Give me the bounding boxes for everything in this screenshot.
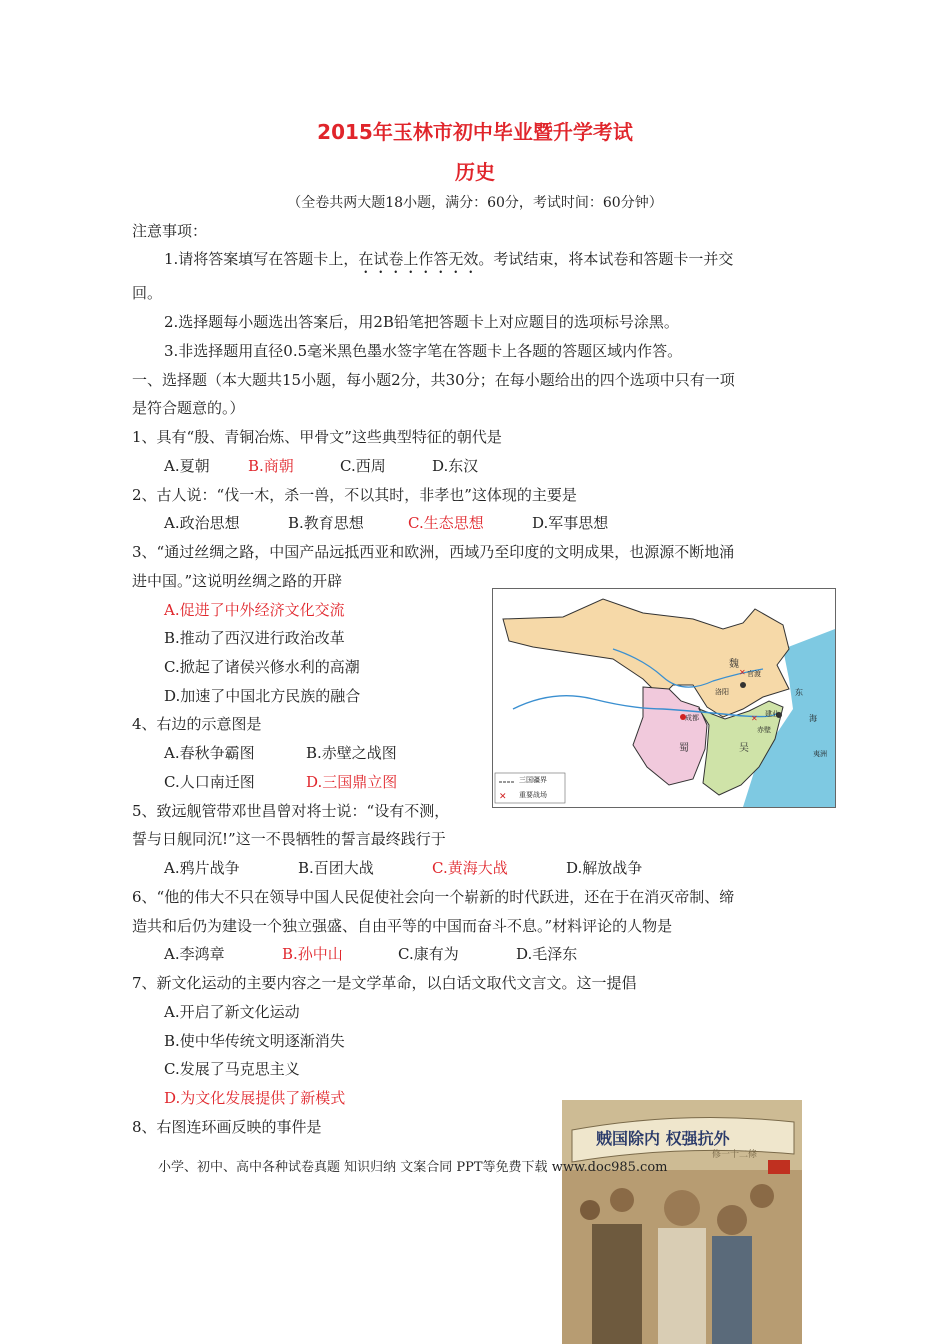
- question-5-stem-cont: 誓与日舰同沉!”这一不畏牺牲的誓言最终践行于: [132, 830, 446, 848]
- footer-watermark: 小学、初中、高中各种试卷真题 知识归纳 文案合同 PPT等免费下载 www.doc985.com: [158, 1160, 668, 1175]
- label-guandu: 官渡: [747, 670, 761, 678]
- note-1: [164, 248, 733, 277]
- q4-option-d: D.三国鼎立图: [306, 773, 398, 791]
- luoyang-marker: [740, 682, 746, 688]
- q2-option-a: A.政治思想: [164, 514, 240, 532]
- label-east: 东: [795, 688, 803, 697]
- q1-option-d: D.东汉: [432, 457, 479, 475]
- q3-option-d: D.加速了中国北方民族的融合: [164, 687, 361, 705]
- comic-illustration: [562, 1100, 802, 1344]
- label-shu: 蜀: [679, 743, 689, 754]
- battle-guandu-marker: ✕: [739, 668, 746, 677]
- label-luoyang: 洛阳: [715, 688, 729, 696]
- question-4-stem: 4、右边的示意图是: [132, 715, 262, 733]
- red-flag: [768, 1160, 790, 1174]
- central-figure-head: [664, 1190, 700, 1226]
- q3-option-b: B.推动了西汉进行政治改革: [164, 629, 345, 647]
- label-wu: 吴: [739, 743, 749, 754]
- note-1-part-c: 。考试结束，将本试卷和答题卡一并交: [478, 250, 734, 268]
- q4-option-a: A.春秋争霸图: [164, 744, 255, 762]
- q7-option-d: D.为文化发展提供了新模式: [164, 1089, 346, 1107]
- section-1-heading: 一、选择题（本大题共15小题，每小题2分，共30分；在每小题给出的四个选项中只有一项: [132, 371, 735, 389]
- question-3-stem: 3、“通过丝绸之路，中国产品远抵西亚和欧洲，西域乃至印度的文明成果，也源源不断地涌: [132, 543, 735, 561]
- label-chibi: 赤壁: [757, 726, 771, 734]
- question-6-stem: 6、“他的伟大不只在领导中国人民促使社会向一个崭新的时代跃进，还在于在消灭帝制、缔: [132, 888, 735, 906]
- three-kingdoms-map: [492, 588, 836, 808]
- notes-heading: 注意事项：: [132, 222, 208, 240]
- q2-option-b: B.教育思想: [288, 514, 364, 532]
- question-2-stem: 2、古人说：“伐一木，杀一兽，不以其时，非孝也”这体现的主要是: [132, 486, 577, 504]
- question-7-stem: 7、新文化运动的主要内容之一是文学革命，以白话文取代文言文。这一提倡: [132, 974, 637, 992]
- label-chengdu: 成都: [685, 714, 699, 722]
- q5-option-b: B.百团大战: [298, 859, 374, 877]
- q7-option-a: A.开启了新文化运动: [164, 1003, 300, 1021]
- banner-subtext: 修一十二條: [712, 1150, 758, 1160]
- question-1-stem: 1、具有“殷、青铜冶炼、甲骨文”这些典型特征的朝代是: [132, 428, 502, 446]
- note-1-cont: 回。: [132, 284, 163, 302]
- q2-option-c: C.生态思想: [408, 514, 484, 532]
- q4-option-c: C.人口南迁图: [164, 773, 255, 791]
- section-1-heading-cont: 是符合题意的。）: [132, 399, 245, 417]
- note-2: 2.选择题每小题选出答案后，用2B铅笔把答题卡上对应题目的选项标号涂黑。: [164, 313, 679, 331]
- label-sea: 海: [809, 714, 817, 723]
- label-yizhou: 夷洲: [813, 750, 827, 758]
- label-wei: 魏: [729, 659, 739, 670]
- q1-option-b: B.商朝: [248, 457, 294, 475]
- legend-border-label: 三国疆界: [519, 776, 547, 784]
- exam-subject: 历史: [455, 160, 495, 184]
- q6-option-c: C.康有为: [398, 945, 459, 963]
- question-3-stem-cont: 进中国。”这说明丝绸之路的开辟: [132, 572, 343, 590]
- legend-battle-label: 重要战场: [519, 791, 547, 799]
- question-5-stem: 5、致远舰管带邓世昌曾对将士说：“设有不测，: [132, 802, 450, 820]
- banner-text: 贼国除内 权强抗外: [596, 1129, 730, 1148]
- battle-chibi-marker: ✕: [751, 714, 758, 723]
- exam-title: 2015年玉林市初中毕业暨升学考试: [317, 120, 633, 144]
- q2-option-d: D.军事思想: [532, 514, 609, 532]
- q6-option-b: B.孙中山: [282, 945, 343, 963]
- q5-option-d: D.解放战争: [566, 859, 643, 877]
- q4-option-b: B.赤壁之战图: [306, 744, 397, 762]
- label-jianye: 建业: [765, 710, 779, 718]
- q7-option-b: B.使中华传统文明逐渐消失: [164, 1032, 345, 1050]
- central-figure-body: [658, 1228, 706, 1344]
- q7-option-c: C.发展了马克思主义: [164, 1060, 300, 1078]
- note-3: 3.非选择题用直径0.5毫米黑色墨水签字笔在答题卡上各题的答题区域内作答。: [164, 342, 683, 360]
- exam-info: （全卷共两大题18小题，满分：60分，考试时间：60分钟）: [287, 195, 663, 211]
- note-1-part-a: 1.请将答案填写在答题卡上，: [164, 250, 359, 268]
- q1-option-c: C.西周: [340, 457, 386, 475]
- shu-territory: [633, 687, 707, 785]
- q3-option-a: A.促进了中外经济文化交流: [164, 601, 345, 619]
- q6-option-d: D.毛泽东: [516, 945, 578, 963]
- q1-option-a: A.夏朝: [164, 457, 210, 475]
- q5-option-a: A.鸦片战争: [164, 859, 240, 877]
- q6-option-a: A.李鸿章: [164, 945, 225, 963]
- q5-option-c: C.黄海大战: [432, 859, 508, 877]
- side-figure-body: [712, 1236, 752, 1344]
- note-1-emphasis: 在试卷上作答无效: [358, 250, 479, 268]
- q3-option-c: C.掀起了诸侯兴修水利的高潮: [164, 658, 360, 676]
- legend-battle-swatch: ✕: [499, 792, 507, 802]
- question-8-stem: 8、右图连环画反映的事件是: [132, 1118, 322, 1136]
- question-6-stem-cont: 造共和后仍为建设一个独立强盛、自由平等的中国而奋斗不息。”材料评论的人物是: [132, 917, 673, 935]
